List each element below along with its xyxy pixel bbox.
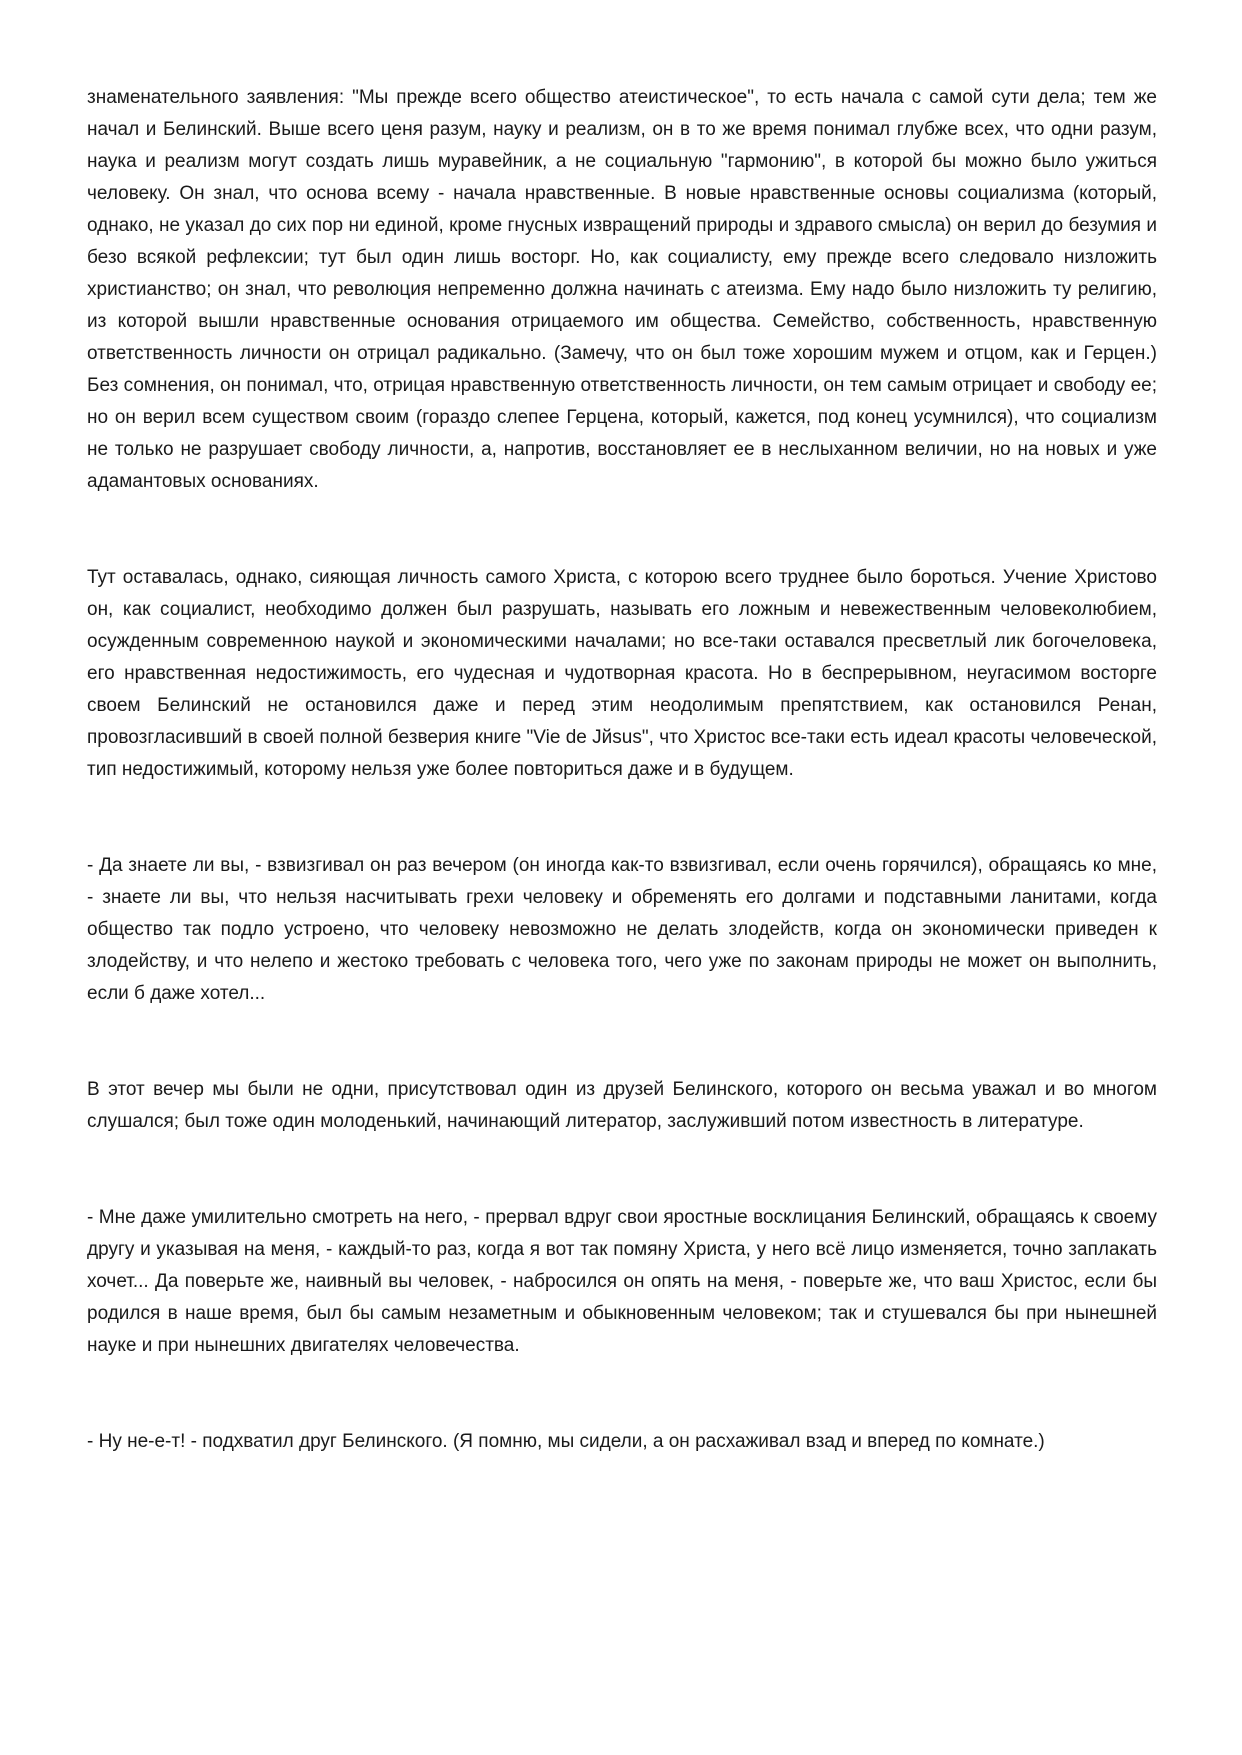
paragraph-spacer (87, 1010, 1157, 1074)
paragraph-belinsky-speech: - Да знаете ли вы, - взвизгивал он раз вечером (он иногда как-то взвизгивал, если очень горячился), обращаясь ко мне, - знаете ли вы, что нельзя насчитывать грехи человеку и обременять его долгами и подставными ланитами, когда общество так подло устроено, что человеку невозможно не делать злодейств, когда он экономически приведен к злодейству, и что нелепо и жестоко требовать с человека того, чего уже по законам природы не может он выполнить, если б даже хотел... (87, 855, 1157, 1004)
paragraph-friend-reply: - Ну не-е-т! - подхватил друг Белинского. (Я помню, мы сидели, а он расхаживал взад и вперед по комнате.) (87, 1431, 1045, 1452)
paragraph-touching: - Мне даже умилительно смотреть на него, - прервал вдруг свои яростные восклицания Белинский, обращаясь к своему другу и указывая на меня, - каждый-то раз, когда я вот так помяну Христа, у него всё лицо изменяется, точно заплакать хочет... Да поверьте же, наивный вы человек, - набросился он опять на меня, - поверьте же, что ваш Христос, если бы родился в наше время, был бы самым незаметным и обыкновенным человеком; так и стушевался бы при нынешней науке и при нынешних двигателях человечества. (87, 1207, 1157, 1356)
paragraph-christ: Тут оставалась, однако, сияющая личность самого Христа, с которою всего труднее было бороться. Учение Христово он, как социалист, необходимо должен был разрушать, называть его ложным и невежественным человеколюбием, осужденным современною наукой и экономическими началами; но все-таки оставался пресветлый лик богочеловека, его нравственная недостижимость, его чудесная и чудотворная красота. Но в беспрерывном, неугасимом восторге своем Белинский не остановился даже и перед этим неодолимым препятствием, как остановился Ренан, провозгласивший в своей полной безверия книге "Vie de Jйsus", что Христос все-таки есть идеал красоты человеческой, тип недостижимый, которому нельзя уже более повториться даже и в будущем. (87, 567, 1157, 780)
paragraph-spacer (87, 1362, 1157, 1426)
paragraph-evening: В этот вечер мы были не одни, присутствовал один из друзей Белинского, которого он весьма уважал и во многом слушался; был тоже один молоденький, начинающий литератор, заслуживший потом известность в литературе. (87, 1079, 1157, 1132)
document-page (87, 82, 1157, 1458)
paragraph-spacer (87, 1138, 1157, 1202)
paragraph-spacer (87, 786, 1157, 850)
paragraph-atheism: знаменательного заявления: "Мы прежде всего общество атеистическое", то есть начала с самой сути дела; тем же начал и Белинский. Выше всего ценя разум, науку и реализм, он в то же время понимал глубже всех, что одни разум, наука и реализм могут создать лишь муравейник, а не социальную "гармонию", в которой бы можно было ужиться человеку. Он знал, что основа всему - начала нравственные. В новые нравственные основы социализма (который, однако, не указал до сих пор ни единой, кроме гнусных извращений природы и здравого смысла) он верил до безумия и безо всякой рефлексии; тут был один лишь восторг. Но, как социалисту, ему прежде всего следовало низложить христианство; он знал, что революция непременно должна начинать с атеизма. Ему надо было низложить ту религию, из которой вышли нравственные основания отрицаемого им общества. Семейство, собственность, нравственную ответственность личности он отрицал радикально. (Замечу, что он был тоже хорошим мужем и отцом, как и Герцен.) Без сомнения, он понимал, что, отрицая нравственную ответственность личности, он тем самым отрицает и свободу ее; но он верил всем существом своим (гораздо слепее Герцена, который, кажется, под конец усумнился), что социализм не только не разрушает свободу личности, а, напротив, восстановляет ее в неслыханном величии, но на новых и уже адамантовых основаниях. (87, 87, 1157, 492)
paragraph-spacer (87, 498, 1157, 562)
